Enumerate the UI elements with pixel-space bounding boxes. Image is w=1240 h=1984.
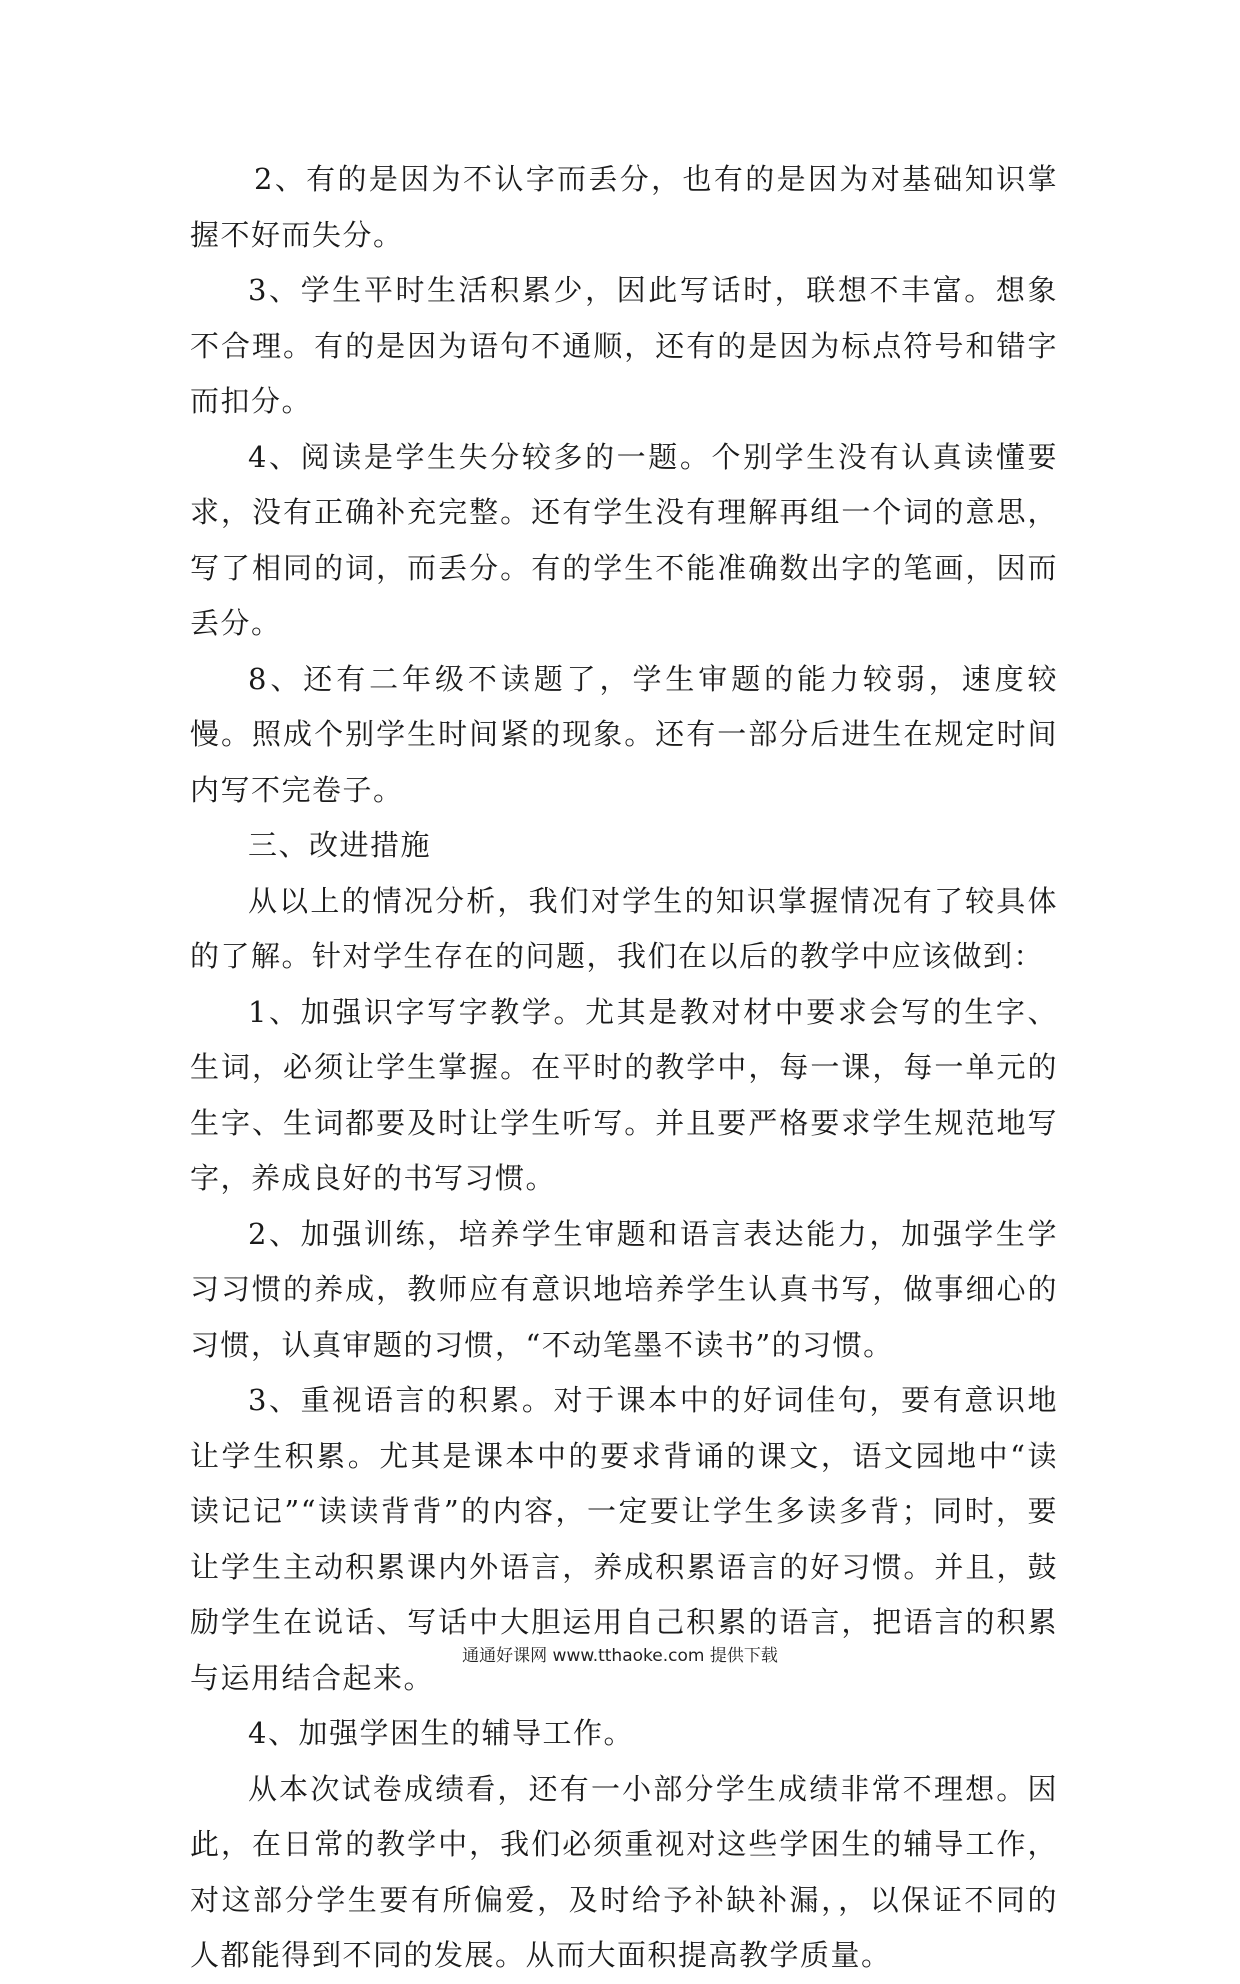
paragraph-point-2: 2、有的是因为不认字而丢分，也有的是因为对基础知识掌握不好而失分。 bbox=[190, 162, 1058, 252]
paragraph-measure-2: 2、加强训练，培养学生审题和语言表达能力，加强学生学习习惯的养成，教师应有意识地培养学生认真书写，做事细心的习惯，认真审题的习惯，“不动笔墨不读书”的习惯。 bbox=[190, 1216, 1058, 1362]
paragraph-measure-4: 4、加强学困生的辅导工作。 bbox=[248, 1716, 634, 1750]
paragraph-point-4-reading: 4、阅读是学生失分较多的一题。个别学生没有认真读懂要求，没有正确补充完整。还有学生没有理解再组一个词的意思，写了相同的词，而丢分。有的学生不能准确数出字的笔画，因而丢分。 bbox=[190, 439, 1058, 640]
paragraph-point-3: 3、学生平时生活积累少，因此写话时，联想不丰富。想象不合理。有的是因为语句不通顺，还有的是因为标点符号和错字而扣分。 bbox=[190, 273, 1058, 418]
document-body bbox=[190, 152, 1058, 1984]
page-footer: 通通好课网 www.tthaoke.com 提供下载 bbox=[462, 1646, 778, 1666]
section-heading-improvements: 三、改进措施 bbox=[248, 828, 432, 862]
paragraph-conclusion: 从本次试卷成绩看，还有一小部分学生成绩非常不理想。因此，在日常的教学中，我们必须重视对这些学困生的辅导工作，对这部分学生要有所偏爱，及时给予补缺补漏，，以保证不同的人都能得到不同的发展。从而大面积提高教学质量。 bbox=[190, 1771, 1058, 1972]
paragraph-point-8: 8、还有二年级不读题了，学生审题的能力较弱，速度较慢。照成个别学生时间紧的现象。还有一部分后进生在规定时间内写不完卷子。 bbox=[190, 661, 1058, 807]
paragraph-analysis-intro: 从以上的情况分析，我们对学生的知识掌握情况有了较具体的了解。针对学生存在的问题，我们在以后的教学中应该做到： bbox=[190, 883, 1058, 973]
paragraph-measure-3: 3、重视语言的积累。对于课本中的好词佳句，要有意识地让学生积累。尤其是课本中的要求背诵的课文，语文园地中“读读记记”“读读背背”的内容，一定要让学生多读多背；同时，要让学生主动积累课内外语言，养成积累语言的好习惯。并且，鼓励学生在说话、写话中大胆运用自己积累的语言，把语言的积累与运用结合起来。 bbox=[190, 1383, 1058, 1695]
paragraph-measure-1: 1、加强识字写字教学。尤其是教对材中要求会写的生字、生词，必须让学生掌握。在平时的教学中，每一课，每一单元的生字、生词都要及时让学生听写。并且要严格要求学生规范地写字，养成良好的书写习惯。 bbox=[190, 994, 1058, 1195]
